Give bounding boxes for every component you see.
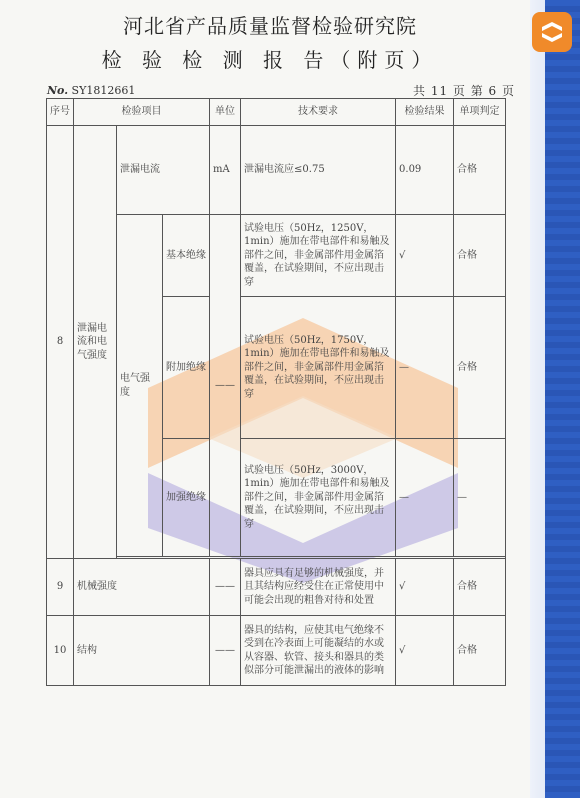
row9-unit: —— bbox=[210, 559, 241, 616]
logo-mark-icon bbox=[538, 18, 566, 46]
inspection-table bbox=[46, 98, 506, 686]
supplementary-insulation-result: — bbox=[396, 297, 454, 439]
basic-insulation-result: √ bbox=[396, 215, 454, 297]
table-row bbox=[47, 559, 506, 616]
supplementary-insulation-requirement: 试验电压（50Hz，1750V，1min）施加在带电部件和易触及部件之间，非金属部件用金属箔覆盖，在试验期间，不应出现击穿 bbox=[241, 297, 396, 439]
table-row bbox=[47, 126, 506, 215]
row9-item: 机械强度 bbox=[74, 559, 210, 616]
col-result-header: 检验结果 bbox=[396, 99, 454, 126]
reinforced-insulation-result: — bbox=[396, 439, 454, 557]
basic-insulation-item: 基本绝缘 bbox=[163, 215, 210, 297]
basic-insulation-requirement: 试验电压（50Hz，1250V，1min）施加在带电部件和易触及部件之间，非金属部件用金属箔覆盖，在试验期间，不应出现击穿 bbox=[241, 215, 396, 297]
reinforced-insulation-requirement: 试验电压（50Hz，3000V，1min）施加在带电部件和易触及部件之间，非金属部件用金属箔覆盖，在试验期间，不应出现击穿 bbox=[241, 439, 396, 557]
report-number-label: No. bbox=[47, 84, 69, 97]
col-verdict-header: 单项判定 bbox=[454, 99, 506, 126]
row10-requirement: 器具的结构，应使其电气绝缘不受到在冷表面上可能凝结的水或从容器、软管、接头和器具的类似部分可能泄漏出的液体的影响 bbox=[241, 616, 396, 686]
report-number-value: SY1812661 bbox=[71, 84, 136, 97]
row8-seq: 8 bbox=[47, 126, 74, 559]
row9-requirement: 器具应具有足够的机械强度，并且其结构应经受住在正常使用中可能会出现的粗鲁对待和处置 bbox=[241, 559, 396, 616]
report-number bbox=[47, 84, 135, 97]
institution-name: 河北省产品质量监督检验研究院 bbox=[123, 14, 417, 38]
electric-strength-unit: —— bbox=[210, 215, 241, 557]
supplementary-insulation-verdict: 合格 bbox=[454, 297, 506, 439]
col-unit-header: 单位 bbox=[210, 99, 241, 126]
row10-item: 结构 bbox=[74, 616, 210, 686]
row10-verdict: 合格 bbox=[454, 616, 506, 686]
col-requirement-header: 技术要求 bbox=[241, 99, 396, 126]
page-info: 共 11 页 第 6 页 bbox=[413, 84, 515, 98]
row9-verdict: 合格 bbox=[454, 559, 506, 616]
row10-seq: 10 bbox=[47, 616, 74, 686]
leakage-current-result: 0.09 bbox=[396, 126, 454, 215]
leakage-current-verdict: 合格 bbox=[454, 126, 506, 215]
side-strip-band bbox=[545, 0, 580, 798]
leakage-current-item: 泄漏电流 bbox=[117, 126, 210, 215]
row10-unit: —— bbox=[210, 616, 241, 686]
reinforced-insulation-item: 加强绝缘 bbox=[163, 439, 210, 557]
table-header-row bbox=[47, 99, 506, 126]
col-seq-header: 序号 bbox=[47, 99, 74, 126]
basic-insulation-verdict: 合格 bbox=[454, 215, 506, 297]
col-item-header: 检验项目 bbox=[74, 99, 210, 126]
report-title: 检 验 检 测 报 告（附页） bbox=[101, 48, 439, 72]
row10-result: √ bbox=[396, 616, 454, 686]
side-strip bbox=[530, 0, 580, 798]
electric-strength-item: 电气强度 bbox=[117, 215, 163, 557]
leakage-current-requirement: 泄漏电流应≤0.75 bbox=[241, 126, 396, 215]
reinforced-insulation-verdict: — bbox=[454, 439, 506, 557]
leakage-current-unit: mA bbox=[210, 126, 241, 215]
table-row bbox=[47, 616, 506, 686]
row9-result: √ bbox=[396, 559, 454, 616]
supplementary-insulation-item: 附加绝缘 bbox=[163, 297, 210, 439]
row9-seq: 9 bbox=[47, 559, 74, 616]
row8-item: 泄漏电流和电气强度 bbox=[74, 126, 117, 559]
